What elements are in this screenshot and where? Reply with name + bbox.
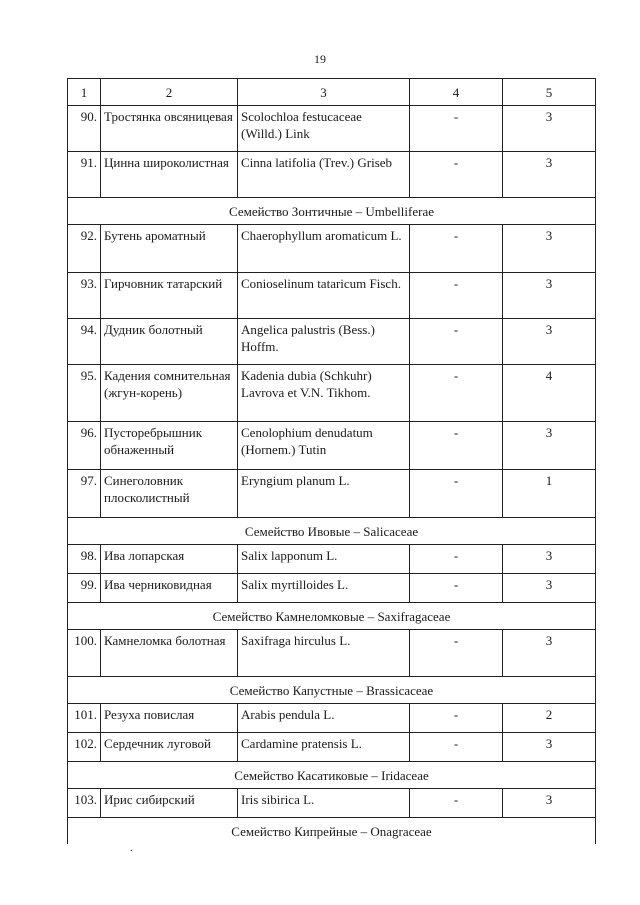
latin-name: Eryngium planum L. <box>238 470 410 518</box>
column-4-value: - <box>410 789 503 818</box>
family-row <box>68 603 596 630</box>
russian-name: Гирчовник татарский <box>101 273 238 319</box>
latin-name: Conioselinum tataricum Fisch. <box>238 273 410 319</box>
species-row <box>68 789 596 818</box>
row-number: 101. <box>68 704 101 733</box>
species-row <box>68 704 596 733</box>
row-number: 102. <box>68 733 101 762</box>
species-row <box>68 733 596 762</box>
column-4-value: - <box>410 365 503 422</box>
species-row <box>68 470 596 518</box>
row-number: 97. <box>68 470 101 518</box>
row-number: 95. <box>68 365 101 422</box>
russian-name: Ива черниковидная <box>101 574 238 603</box>
russian-name: Бутень ароматный <box>101 225 238 273</box>
species-row <box>68 319 596 365</box>
species-row <box>68 152 596 198</box>
family-row <box>68 198 596 225</box>
latin-name: Saxifraga hirculus L. <box>238 630 410 677</box>
russian-name: Ива лопарская <box>101 545 238 574</box>
family-title: Семейство Касатиковые – Iridaceae <box>68 762 596 789</box>
column-4-value: - <box>410 545 503 574</box>
row-number: 93. <box>68 273 101 319</box>
column-5-value: 3 <box>503 152 596 198</box>
russian-name: Цинна широколистная <box>101 152 238 198</box>
row-number: 98. <box>68 545 101 574</box>
row-number: 90. <box>68 106 101 152</box>
latin-name: Kadenia dubia (Schkuhr) Lavrova et V.N. Tikhom. <box>238 365 410 422</box>
column-5-value: 1 <box>503 470 596 518</box>
species-row <box>68 422 596 470</box>
column-4-value: - <box>410 470 503 518</box>
column-5-value: 3 <box>503 319 596 365</box>
russian-name: Камнеломка болотная <box>101 630 238 677</box>
column-4-value: - <box>410 152 503 198</box>
column-4-value: - <box>410 422 503 470</box>
latin-name: Iris sibirica L. <box>238 789 410 818</box>
column-header-1: 1 <box>68 79 101 106</box>
row-number: 99. <box>68 574 101 603</box>
species-row <box>68 106 596 152</box>
column-5-value: 3 <box>503 273 596 319</box>
row-number: 103. <box>68 789 101 818</box>
column-5-value: 3 <box>503 225 596 273</box>
russian-name: Синеголовник плосколистный <box>101 470 238 518</box>
family-title: Семейство Кипрейные – Onagraceae <box>68 818 596 845</box>
species-row <box>68 574 596 603</box>
column-5-value: 2 <box>503 704 596 733</box>
family-title: Семейство Зонтичные – Umbelliferae <box>68 198 596 225</box>
column-header-3: 3 <box>238 79 410 106</box>
family-title: Семейство Ивовые – Salicaceae <box>68 518 596 545</box>
species-row <box>68 545 596 574</box>
species-row <box>68 225 596 273</box>
column-5-value: 3 <box>503 630 596 677</box>
russian-name: Сердечник луговой <box>101 733 238 762</box>
latin-name: Cinna latifolia (Trev.) Griseb <box>238 152 410 198</box>
column-4-value: - <box>410 273 503 319</box>
latin-name: Angelica palustris (Bess.) Hoffm. <box>238 319 410 365</box>
column-4-value: - <box>410 225 503 273</box>
row-number: 100. <box>68 630 101 677</box>
family-row <box>68 818 596 845</box>
column-4-value: - <box>410 630 503 677</box>
russian-name: Тростянка овсяницевая <box>101 106 238 152</box>
page-number: 19 <box>314 52 326 66</box>
russian-name: Ирис сибирский <box>101 789 238 818</box>
species-row <box>68 365 596 422</box>
column-5-value: 3 <box>503 422 596 470</box>
column-5-value: 3 <box>503 106 596 152</box>
species-row <box>68 273 596 319</box>
russian-name: Резуха повислая <box>101 704 238 733</box>
russian-name: Пусторебрышник обнаженный <box>101 422 238 470</box>
column-5-value: 3 <box>503 733 596 762</box>
column-4-value: - <box>410 574 503 603</box>
family-row <box>68 762 596 789</box>
column-header-4: 4 <box>410 79 503 106</box>
species-row <box>68 630 596 677</box>
column-5-value: 3 <box>503 574 596 603</box>
species-table <box>67 78 596 844</box>
family-title: Семейство Капустные – Brassicaceae <box>68 677 596 704</box>
column-4-value: - <box>410 106 503 152</box>
column-header-2: 2 <box>101 79 238 106</box>
latin-name: Scolochloa festucaceae (Willd.) Link <box>238 106 410 152</box>
family-row <box>68 518 596 545</box>
column-4-value: - <box>410 704 503 733</box>
row-number: 91. <box>68 152 101 198</box>
row-number: 96. <box>68 422 101 470</box>
family-row <box>68 677 596 704</box>
latin-name: Salix lapponum L. <box>238 545 410 574</box>
row-number: 92. <box>68 225 101 273</box>
row-number: 94. <box>68 319 101 365</box>
column-header-5: 5 <box>503 79 596 106</box>
family-title: Семейство Камнеломковые – Saxifragaceae <box>68 603 596 630</box>
latin-name: Cardamine pratensis L. <box>238 733 410 762</box>
column-4-value: - <box>410 319 503 365</box>
latin-name: Arabis pendula L. <box>238 704 410 733</box>
stray-mark: . <box>130 843 133 854</box>
latin-name: Chaerophyllum aromaticum L. <box>238 225 410 273</box>
russian-name: Дудник болотный <box>101 319 238 365</box>
column-header-row <box>68 79 596 106</box>
column-4-value: - <box>410 733 503 762</box>
column-5-value: 4 <box>503 365 596 422</box>
latin-name: Salix myrtilloides L. <box>238 574 410 603</box>
latin-name: Cenolophium denudatum (Hornem.) Tutin <box>238 422 410 470</box>
russian-name: Кадения сомнительная (жгун-корень) <box>101 365 238 422</box>
column-5-value: 3 <box>503 789 596 818</box>
column-5-value: 3 <box>503 545 596 574</box>
